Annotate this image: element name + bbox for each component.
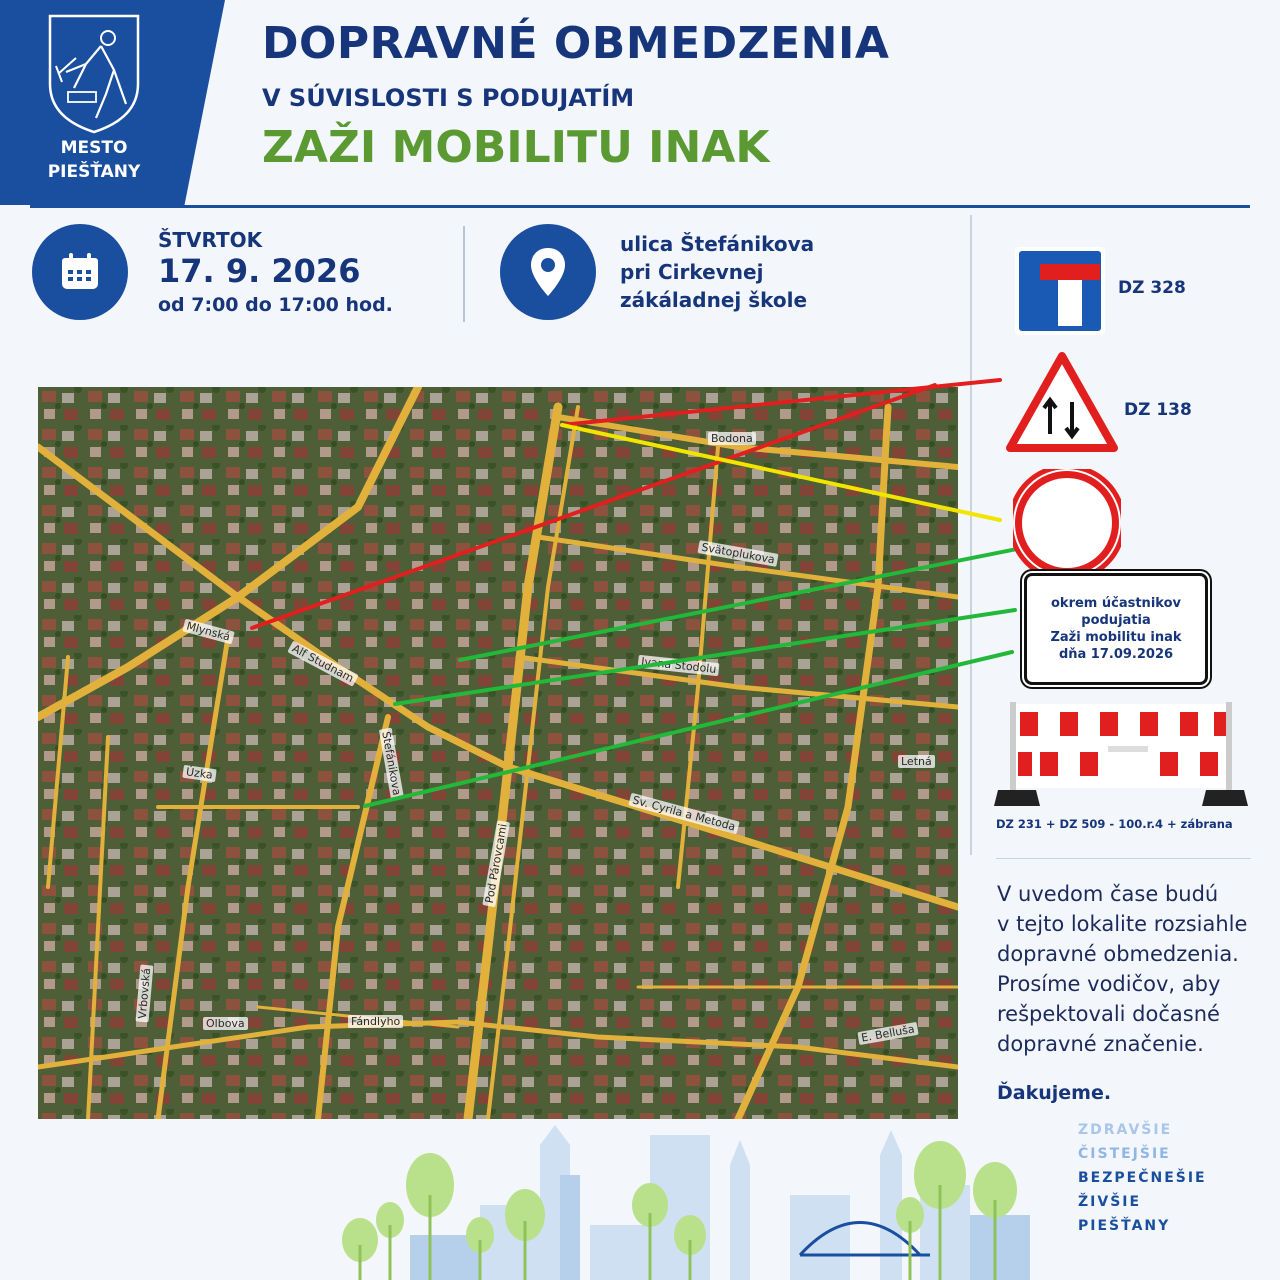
slogan-line-2: ČISTEJŠIE (1078, 1146, 1171, 1162)
notice-line-4: Prosíme vodičov, aby (997, 972, 1221, 996)
street-label-olbova: Olbova (203, 1017, 248, 1030)
slogan-line-3: BEZPEČNEŠIE (1078, 1170, 1207, 1186)
two-way-traffic-sign-icon (1006, 352, 1118, 452)
street-label-cyrila-metoda: Sv. Cyrila a Metoda (628, 793, 740, 835)
street-label-mlynska: Mlynská (182, 619, 234, 645)
sign-combo-label: DZ 231 + DZ 509 - 100.r.4 + zábrana (996, 817, 1233, 831)
no-vehicles-sign-icon (1013, 469, 1121, 577)
calendar-icon (32, 224, 128, 320)
city-skyline-illustration (330, 1125, 1070, 1280)
notice-line-5: rešpektovali dočasné (997, 1002, 1220, 1026)
street-label-vrbovska: Vrbovská (136, 965, 154, 1023)
dead-end-sign-icon (1014, 246, 1106, 336)
supplementary-sign-panel (1024, 573, 1208, 685)
street-label-svatoplukova: Svätoplukova (697, 540, 778, 567)
notice-line-1: V uvedom čase budú (997, 882, 1219, 906)
location-pin-icon (500, 224, 596, 320)
city-name: MESTO PIEŠŤANY (47, 138, 141, 182)
notice-divider (996, 858, 1251, 859)
slogan-line-5: PIEŠŤANY (1078, 1218, 1171, 1234)
event-time: od 7:00 do 17:00 hod. (158, 294, 393, 316)
street-label-stefanikova: Štefánikova (379, 728, 404, 800)
thanks-text: Ďakujeme. (997, 1082, 1112, 1104)
map (38, 387, 958, 1119)
extra-panel-line-2: podujatia (1081, 613, 1151, 628)
street-label-alf-studnam: Alf Studnam (287, 640, 358, 686)
street-label-bodona: Bodona (708, 432, 756, 445)
notice-line-6: dopravné značenie. (997, 1032, 1204, 1056)
sign-code-dz138: DZ 138 (1124, 400, 1192, 420)
location-line-3: zákáladnej škole (620, 288, 808, 312)
road-barrier-icon (990, 698, 1252, 810)
extra-panel-line-3: Zaži mobilitu inak (1050, 630, 1182, 645)
crest-logo (46, 14, 142, 134)
event-date: 17. 9. 2026 (158, 252, 361, 290)
location-line-1: ulica Štefánikova (620, 232, 815, 256)
notice-line-2: v tejto lokalite rozsiahle (997, 912, 1248, 936)
info-divider (463, 226, 465, 322)
event-name: ZAŽI MOBILITU INAK (262, 122, 770, 173)
street-label-uzka: Úzka (182, 765, 216, 782)
street-label-ivana-stodolu: Ivana Stodolu (638, 655, 720, 676)
page-subtitle: V SÚVISLOSTI S PODUJATÍM (262, 84, 635, 112)
column-divider (970, 215, 972, 855)
extra-panel-line-4: dňa 17.09.2026 (1058, 647, 1174, 662)
header-divider (30, 205, 1250, 208)
street-label-pod-parovcami: Pod Párovcami (482, 820, 510, 907)
sign-code-dz328: DZ 328 (1118, 278, 1186, 298)
slogan-line-4: ŽIVŠIE (1078, 1194, 1142, 1210)
street-label-fandlyho: Fándlyho (348, 1015, 403, 1028)
slogan-line-1: ZDRAVŠIE (1078, 1122, 1173, 1138)
street-label-e-bellusa: E. Belluša (857, 1022, 918, 1045)
event-day: ŠTVRTOK (158, 228, 263, 252)
street-label-letna: Letná (898, 755, 935, 768)
extra-panel-line-1: okrem účastnikov (1051, 596, 1181, 611)
notice-line-3: dopravné obmedzenia. (997, 942, 1239, 966)
aerial-map-image (38, 387, 958, 1119)
location-line-2: pri Cirkevnej (620, 260, 764, 284)
page-title: DOPRAVNÉ OBMEDZENIA (262, 18, 890, 69)
